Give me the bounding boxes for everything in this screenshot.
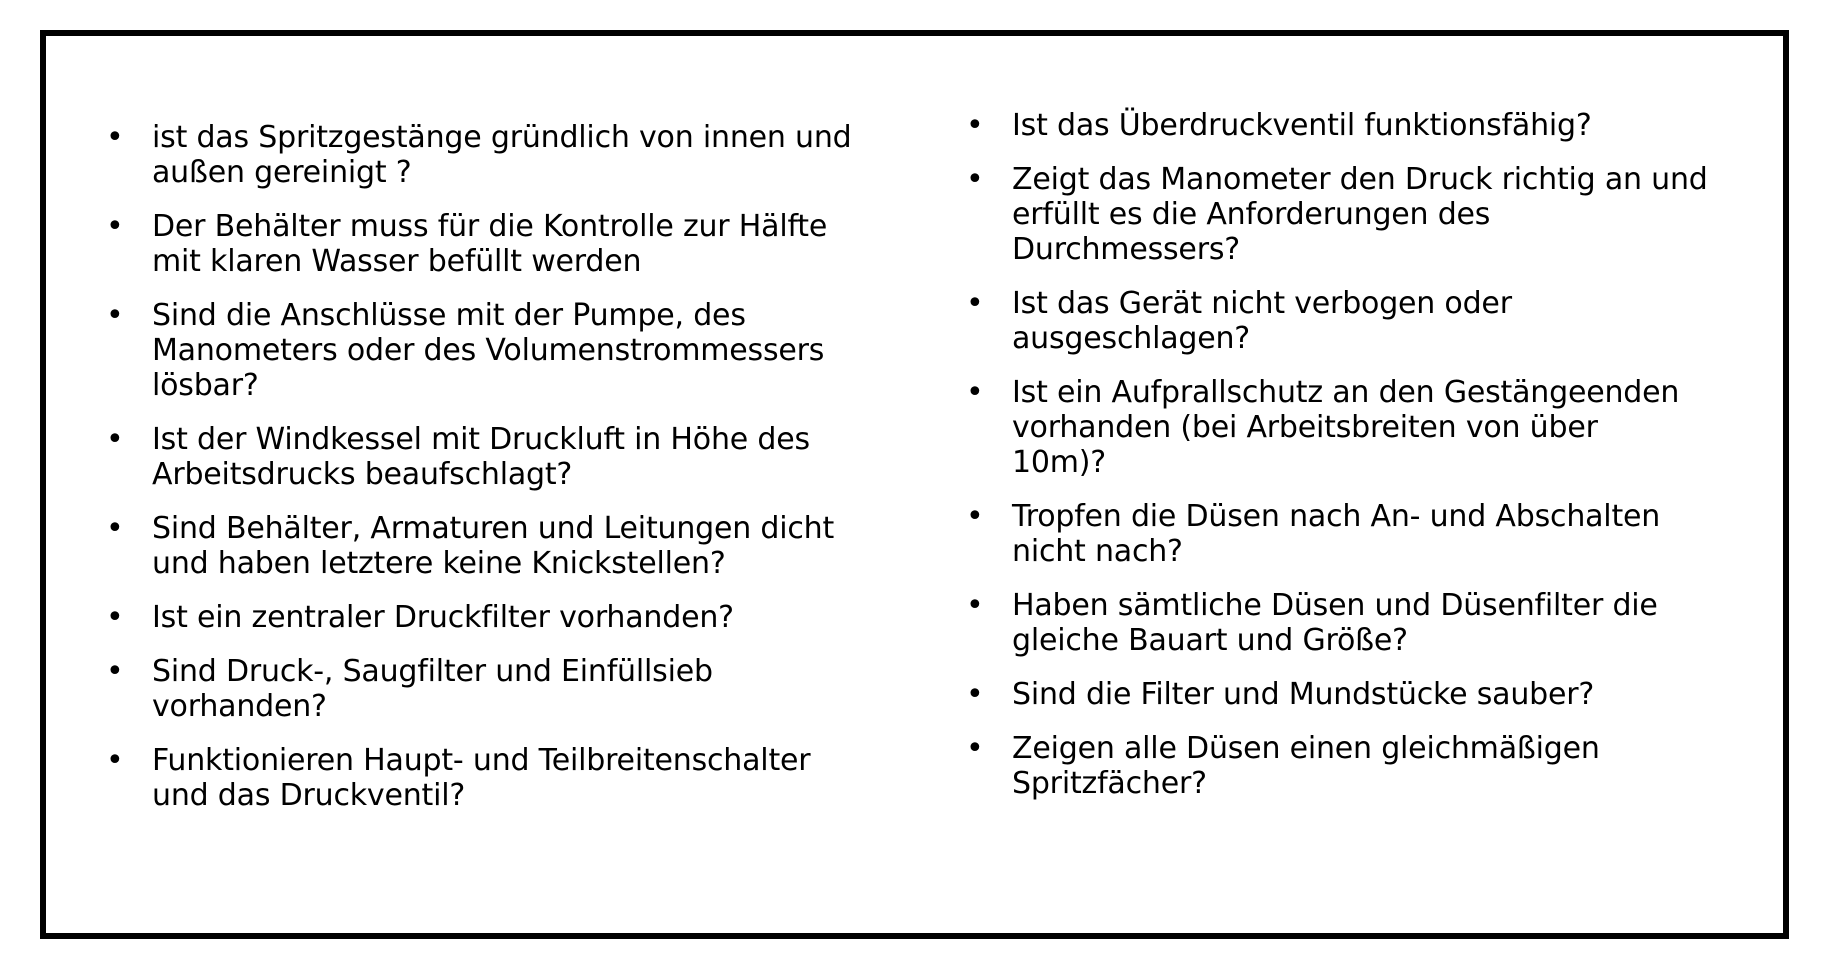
list-item-text: Tropfen die Düsen nach An- und Abschalten nicht nach? bbox=[1012, 499, 1661, 569]
list-item-text: Ist ein zentraler Druckfilter vorhanden? bbox=[152, 600, 734, 635]
list-item-text: Ist das Überdruckventil funktionsfähig? bbox=[1012, 108, 1592, 143]
list-item bbox=[106, 298, 906, 403]
list-item-text: Der Behälter muss für die Kontrolle zur Hälfte mit klaren Wasser befüllt werden bbox=[152, 209, 828, 279]
list-item bbox=[106, 600, 906, 635]
list-item-text: Sind die Anschlüsse mit der Pumpe, des Manometers oder des Volumenstrommessers lösbar? bbox=[152, 298, 825, 403]
list-item-text: Sind Druck-, Saugfilter und Einfüllsieb vorhanden? bbox=[152, 654, 713, 724]
bullet-icon: • bbox=[106, 209, 124, 244]
bullet-icon: • bbox=[106, 743, 124, 778]
list-item-text: Ist das Gerät nicht verbogen oder ausgeschlagen? bbox=[1012, 286, 1512, 356]
bullet-icon: • bbox=[106, 511, 124, 546]
list-item bbox=[966, 108, 1766, 143]
list-item-text: ist das Spritzgestänge gründlich von innen und außen gereinigt ? bbox=[152, 120, 852, 190]
bullet-icon: • bbox=[106, 120, 124, 155]
list-item bbox=[106, 209, 906, 279]
list-item bbox=[966, 286, 1766, 356]
list-item bbox=[106, 120, 906, 190]
list-item-text: Ist ein Aufprallschutz an den Gestängeenden vorhanden (bei Arbeitsbreiten von über 10m)? bbox=[1012, 375, 1680, 480]
list-item-text: Haben sämtliche Düsen und Düsenfilter die gleiche Bauart und Größe? bbox=[1012, 588, 1658, 658]
bullet-icon: • bbox=[106, 600, 124, 635]
left-bullet-list bbox=[106, 120, 906, 832]
list-item bbox=[966, 588, 1766, 658]
list-item bbox=[966, 731, 1766, 801]
list-item bbox=[106, 654, 906, 724]
list-item bbox=[106, 743, 906, 813]
bullet-icon: • bbox=[966, 375, 984, 410]
list-item bbox=[106, 511, 906, 581]
list-item-text: Zeigen alle Düsen einen gleichmäßigen Spritzfächer? bbox=[1012, 731, 1600, 801]
list-item bbox=[966, 499, 1766, 569]
slide-frame bbox=[40, 30, 1789, 939]
list-item-text: Sind die Filter und Mundstücke sauber? bbox=[1012, 677, 1595, 712]
list-item-text: Zeigt das Manometer den Druck richtig an und erfüllt es die Anforderungen des Durchmessers? bbox=[1012, 162, 1708, 267]
bullet-icon: • bbox=[966, 162, 984, 197]
bullet-icon: • bbox=[966, 588, 984, 623]
bullet-icon: • bbox=[106, 298, 124, 333]
list-item-text: Funktionieren Haupt- und Teilbreitenschalter und das Druckventil? bbox=[152, 743, 811, 813]
bullet-icon: • bbox=[106, 422, 124, 457]
bullet-icon: • bbox=[106, 654, 124, 689]
list-item-text: Sind Behälter, Armaturen und Leitungen dicht und haben letztere keine Knickstellen? bbox=[152, 511, 835, 581]
bullet-icon: • bbox=[966, 499, 984, 534]
bullet-icon: • bbox=[966, 677, 984, 712]
list-item-text: Ist der Windkessel mit Druckluft in Höhe des Arbeitsdrucks beaufschlagt? bbox=[152, 422, 810, 492]
bullet-icon: • bbox=[966, 731, 984, 766]
right-bullet-list bbox=[966, 108, 1766, 820]
bullet-icon: • bbox=[966, 108, 984, 143]
list-item bbox=[966, 162, 1766, 267]
list-item bbox=[966, 677, 1766, 712]
list-item bbox=[106, 422, 906, 492]
list-item bbox=[966, 375, 1766, 480]
bullet-icon: • bbox=[966, 286, 984, 321]
